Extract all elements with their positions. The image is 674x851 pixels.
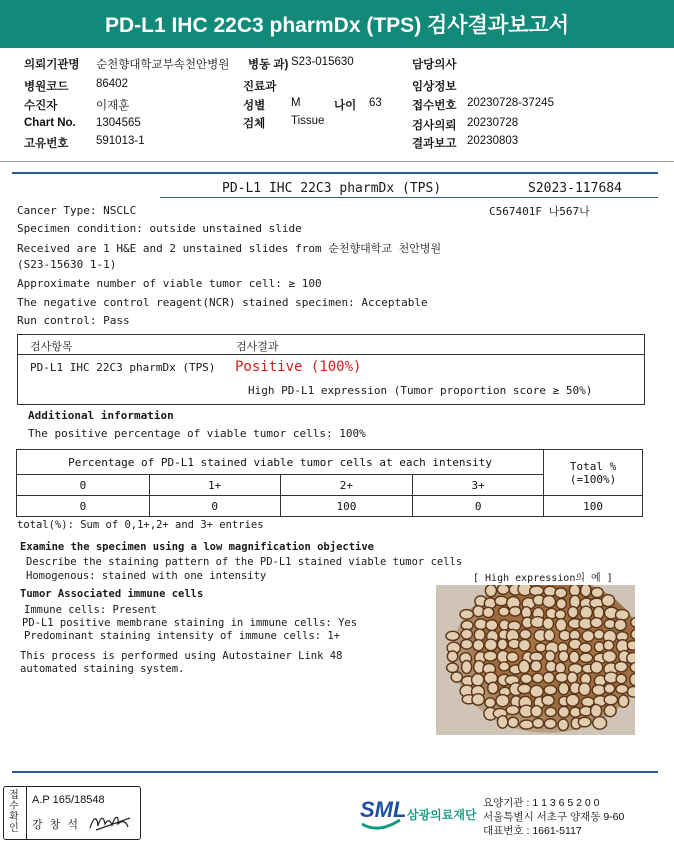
header-label-clinical: 임상정보	[412, 81, 457, 93]
tumor-cell	[556, 619, 567, 632]
sml-logo-text: SML	[360, 797, 407, 822]
tumor-cell	[555, 673, 568, 683]
tumor-cell	[461, 629, 472, 639]
tumor-cell	[594, 642, 604, 652]
tumor-cell	[618, 695, 628, 707]
tumor-cell	[520, 630, 531, 640]
tumor-cell	[486, 620, 498, 631]
tumor-cell	[627, 686, 635, 697]
tumor-cell	[593, 717, 607, 730]
tumor-cell	[451, 672, 462, 682]
header-value-age: 63	[369, 97, 382, 109]
header-label-report-date: 결과보고	[412, 138, 457, 150]
tumor-cell	[520, 720, 534, 729]
result-item-name: PD-L1 IHC 22C3 pharmDx (TPS)	[30, 361, 216, 374]
tumor-cell	[616, 610, 630, 621]
tumor-cell	[603, 651, 617, 663]
result-box-divider	[17, 354, 644, 355]
tumor-cell	[569, 651, 579, 663]
intensity-value: 0	[149, 496, 280, 517]
report-top-rule	[12, 172, 658, 174]
tumor-cell	[519, 639, 531, 651]
header-label-chart-no: Chart No.	[24, 117, 76, 129]
tumor-cell	[462, 660, 472, 673]
tumor-cell	[533, 718, 544, 728]
header-label-hospital-code: 병원코드	[24, 81, 69, 93]
tumor-cell	[460, 610, 473, 620]
header-value-request-date: 20230728	[467, 117, 519, 129]
tumor-cell	[604, 705, 616, 717]
header-value-ward: S23-015630	[291, 56, 354, 68]
run-control: Run control: Pass	[17, 314, 130, 327]
tumor-cell	[603, 640, 613, 650]
tumor-cell	[616, 674, 626, 683]
header-divider	[0, 161, 674, 162]
intensity-total: 100	[544, 496, 643, 517]
tumor-cell	[590, 618, 602, 628]
org-code: 요양기관 : 1 1 3 6 5 2 0 0	[483, 797, 600, 809]
tumor-cell	[631, 629, 635, 639]
header-label-unique-no: 고유번호	[24, 138, 69, 150]
org-address: 서울특별시 서초구 양재동 9-60	[483, 811, 625, 823]
tumor-cell	[495, 596, 508, 606]
tumor-cell	[484, 651, 497, 661]
tumor-cell	[579, 643, 591, 653]
tumor-cell	[472, 674, 484, 686]
tumor-cell	[592, 685, 605, 695]
header-value-unique-no: 591013-1	[96, 135, 145, 147]
tumor-cell	[473, 640, 484, 651]
tumor-cell	[544, 629, 555, 641]
tumor-cell	[488, 682, 498, 694]
immune-heading: Tumor Associated immune cells	[20, 588, 204, 600]
stamp-line-2: 강 창 석	[32, 819, 80, 831]
report-number: S2023-117684	[528, 181, 622, 196]
examine-heading: Examine the specimen using a low magnification objective	[20, 541, 375, 553]
tumor-cell	[594, 630, 604, 640]
tumor-cell	[591, 661, 603, 673]
report-title: PD-L1 IHC 22C3 pharmDx (TPS) 검사결과보고서	[104, 14, 570, 37]
tumor-cell	[497, 585, 509, 594]
tumor-cell	[483, 607, 494, 617]
tumor-cell	[555, 610, 565, 619]
tumor-cell	[602, 595, 615, 607]
header-label-patient: 수진자	[24, 100, 58, 112]
tumor-cell	[630, 662, 635, 672]
stamp-label: 접수확인	[9, 790, 19, 834]
tumor-cell	[461, 639, 473, 649]
process-line-2: automated staining system.	[20, 663, 185, 675]
intensity-value: 100	[280, 496, 413, 517]
tumor-cell	[559, 651, 569, 662]
specimen-code: C567401F 나567나	[489, 205, 590, 218]
tumor-cell	[614, 619, 626, 630]
tumor-cell	[604, 684, 614, 694]
additional-heading: Additional information	[28, 409, 174, 422]
tumor-cell	[499, 607, 510, 616]
tumor-cell	[604, 695, 617, 705]
header-label-dept: 진료과	[243, 81, 277, 93]
tumor-cell	[543, 618, 554, 630]
received-line-2: (S23-15630 1-1)	[17, 258, 117, 271]
tumor-cell	[579, 683, 591, 696]
tumor-cell	[530, 586, 544, 596]
tumor-cell	[545, 707, 556, 716]
tumor-cell	[485, 585, 496, 597]
header-label-ward: 병동 과)	[248, 59, 289, 71]
tumor-cell	[627, 641, 635, 651]
header-label-requester: 의뢰기관명	[24, 59, 80, 71]
ncr-status: The negative control reagent(NCR) stained specimen: Acceptable	[17, 296, 428, 309]
tumor-cell	[485, 639, 497, 651]
tumor-cell	[474, 629, 485, 641]
tumor-cell	[559, 630, 570, 640]
tumor-cell	[531, 660, 542, 671]
header-value-requester: 순천향대학교부속천안병원	[96, 59, 230, 71]
tumor-cell	[496, 695, 509, 707]
intensity-level: 0	[17, 475, 150, 496]
header-label-doctor: 담당의사	[412, 59, 457, 71]
title-underline	[160, 197, 658, 198]
cancer-type: Cancer Type: NSCLC	[17, 204, 137, 217]
tumor-cell	[591, 704, 602, 717]
tumor-cell	[535, 643, 546, 652]
org-name: 삼광의료재단	[407, 808, 477, 822]
tumor-cell	[507, 652, 519, 662]
examine-line-1: Describe the staining pattern of the PD-L1 stained viable tumor cells	[26, 556, 463, 568]
tumor-cell	[542, 695, 554, 705]
tumor-cell	[580, 653, 593, 662]
intensity-level: 2+	[280, 475, 413, 496]
intensity-level: 3+	[413, 475, 544, 496]
received-line-1: Received are 1 H&E and 2 unstained slides from 순천향대학교 천안병원	[17, 242, 442, 255]
tumor-cell	[616, 685, 628, 694]
stamp-line-1: A.P 165/18548	[32, 794, 105, 806]
tumor-cell	[532, 673, 543, 683]
tumor-cell	[568, 607, 578, 618]
tumor-cell	[530, 685, 543, 697]
tumor-cell	[518, 684, 531, 694]
header-label-specimen: 검체	[243, 118, 266, 130]
tumor-cell	[578, 717, 591, 726]
tumor-cell	[519, 660, 530, 673]
tumor-cell	[508, 717, 519, 727]
process-line-1: This process is performed using Autostainer Link 48	[20, 650, 343, 662]
tumor-cell	[544, 586, 557, 596]
tumor-cell	[447, 663, 459, 672]
additional-line: The positive percentage of viable tumor cells: 100%	[28, 427, 366, 440]
header-value-hospital-code: 86402	[96, 78, 128, 90]
tumor-cell	[521, 674, 533, 684]
tumor-cell	[555, 662, 565, 673]
tumor-cell	[543, 596, 556, 608]
immune-line-3: Predominant staining intensity of immune cells: 1+	[24, 630, 341, 642]
header-value-receipt-no: 20230728-37245	[467, 97, 554, 109]
tumor-cell	[591, 588, 603, 598]
tumor-cell	[558, 706, 569, 717]
viable-tumor-cells: Approximate number of viable tumor cell: ≥ 100	[17, 277, 322, 290]
intensity-value: 0	[413, 496, 544, 517]
stamp-divider	[26, 786, 27, 839]
intensity-table-header: Percentage of PD-L1 stained viable tumor cells at each intensity	[17, 450, 544, 475]
tumor-cell	[499, 662, 510, 671]
tumor-cell	[615, 662, 628, 672]
signature-icon	[88, 810, 134, 834]
tumor-cell	[544, 685, 557, 694]
immune-line-2: PD-L1 positive membrane staining in immune cells: Yes	[22, 617, 358, 629]
tumor-cell	[543, 672, 554, 683]
result-expression: High PD-L1 expression (Tumor proportion score ≥ 50%)	[248, 384, 593, 397]
header-value-sex: M	[291, 97, 301, 109]
result-col-item-header: 검사항목	[30, 340, 73, 353]
result-positive: Positive (100%)	[235, 359, 362, 375]
tumor-cell	[509, 607, 521, 616]
examine-line-2: Homogenous: stained with one intensity	[26, 570, 267, 582]
tumor-cell	[485, 698, 496, 708]
tumor-cell	[630, 674, 635, 686]
tumor-cell	[580, 606, 592, 619]
specimen-condition: Specimen condition: outside unstained slide	[17, 222, 302, 235]
intensity-level: 1+	[149, 475, 280, 496]
immune-line-1: Immune cells: Present	[24, 604, 157, 616]
header-label-age: 나이	[334, 100, 357, 112]
tumor-cell	[544, 719, 556, 729]
header-label-sex: 성별	[243, 100, 266, 112]
report-bottom-rule	[12, 771, 658, 773]
tumor-cell	[566, 694, 579, 706]
header-value-report-date: 20230803	[467, 135, 519, 147]
header-label-receipt-no: 접수번호	[412, 100, 457, 112]
result-col-result-header: 검사결과	[236, 340, 279, 353]
test-title: PD-L1 IHC 22C3 pharmDx (TPS)	[222, 181, 442, 196]
header-label-request-date: 검사의뢰	[412, 120, 457, 132]
tumor-cell	[506, 706, 519, 715]
tumor-cell	[447, 651, 457, 662]
intensity-table	[16, 449, 643, 517]
tissue-image	[436, 585, 635, 735]
header-value-chart-no: 1304565	[96, 117, 141, 129]
intensity-total-header: Total % (=100%)	[544, 450, 643, 496]
intensity-value: 0	[17, 496, 150, 517]
tumor-cell	[582, 630, 594, 641]
tumor-cell	[497, 639, 507, 650]
report-title-bar	[0, 0, 674, 48]
tumor-cell	[545, 651, 555, 662]
image-caption: [ High expression의 예 ]	[473, 573, 613, 584]
tumor-cell	[556, 599, 566, 609]
tumor-cell	[555, 588, 567, 598]
header-value-patient: 이재훈	[96, 100, 130, 112]
tumor-cell	[472, 694, 484, 706]
tumor-cell	[446, 631, 459, 640]
header-value-specimen: Tissue	[291, 115, 325, 127]
tumor-cell	[497, 716, 507, 728]
tumor-cell	[581, 585, 591, 597]
tumor-cell	[558, 683, 569, 695]
intensity-note: total(%): Sum of 0,1+,2+ and 3+ entries	[17, 519, 264, 531]
org-phone: 대표번호 : 1661-5117	[483, 825, 582, 837]
tumor-cell	[531, 706, 542, 717]
tumor-cell	[558, 719, 568, 731]
